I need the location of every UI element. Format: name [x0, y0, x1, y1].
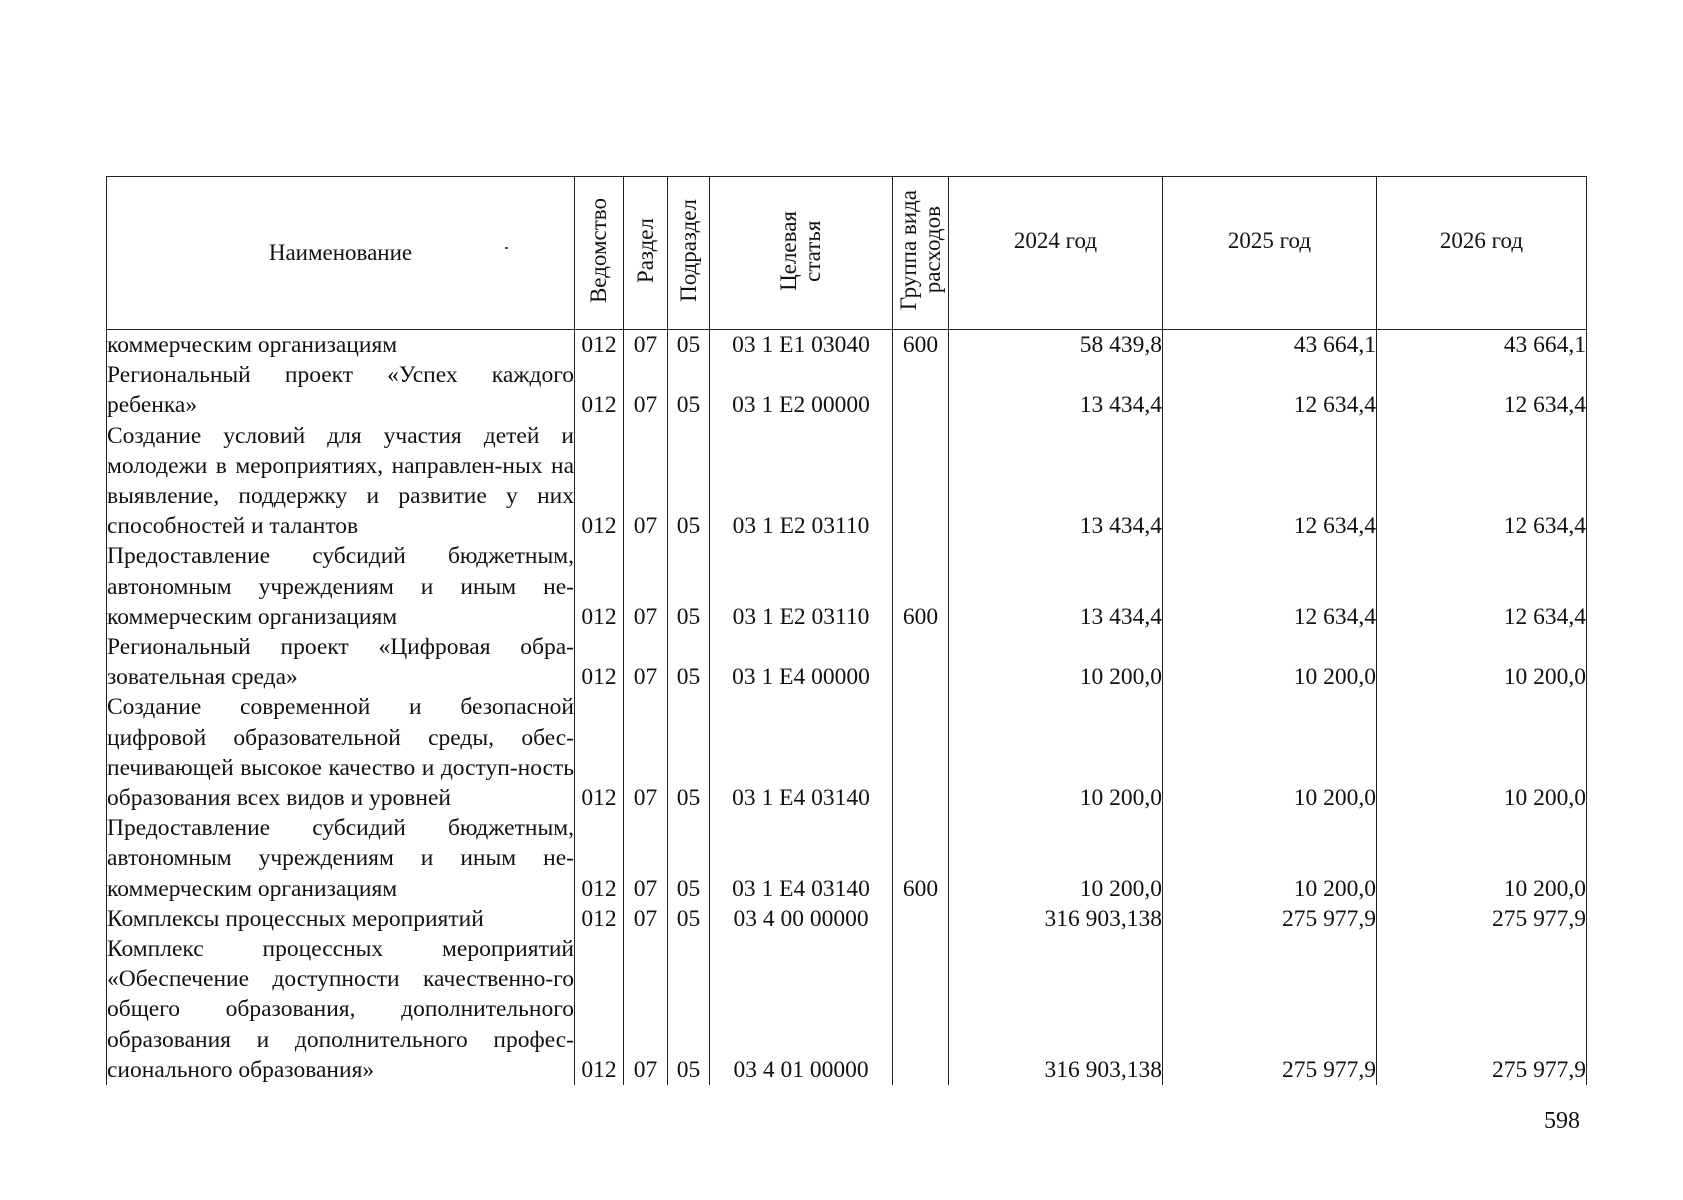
cell-vedomstvo: 012: [575, 813, 624, 904]
cell-2026: 43 664,1: [1377, 330, 1587, 361]
cell-name: Создание современной и безопасной цифровой образовательной среды, обес-печивающей высокое качество и доступ-ность образования всех видов и уровней: [107, 692, 575, 813]
cell-gruppa-vida: 600: [893, 330, 949, 361]
table-row: [107, 360, 1587, 420]
table-body: [107, 330, 1587, 1086]
cell-name: коммерческим организациям: [107, 330, 575, 361]
cell-razdel: 07: [624, 904, 668, 934]
cell-vedomstvo: 012: [575, 421, 624, 542]
header-2025: 2025 год: [1163, 177, 1377, 330]
table-row: [107, 541, 1587, 632]
cell-2024: 10 200,0: [949, 632, 1163, 692]
cell-2025: 275 977,9: [1163, 934, 1377, 1085]
cell-gruppa-vida: 600: [893, 541, 949, 632]
cell-name: Предоставление субсидий бюджетным, автономным учреждениям и иным не-коммерческим организациям: [107, 813, 575, 904]
cell-razdel: 07: [624, 541, 668, 632]
header-2024: 2024 год: [949, 177, 1163, 330]
cell-2026: 10 200,0: [1377, 813, 1587, 904]
cell-2024: 316 903,138: [949, 934, 1163, 1085]
budget-table: [106, 176, 1587, 1085]
cell-2024: 58 439,8: [949, 330, 1163, 361]
cell-name: Региональный проект «Цифровая обра-зовательная среда»: [107, 632, 575, 692]
cell-celevaya-statya: 03 1 E4 03140: [710, 692, 893, 813]
cell-podrazdel: 05: [668, 421, 710, 542]
page-number: 598: [1544, 1108, 1580, 1134]
cell-2026: 275 977,9: [1377, 934, 1587, 1085]
cell-name: Комплексы процессных мероприятий: [107, 904, 575, 934]
cell-podrazdel: 05: [668, 813, 710, 904]
cell-2026: 12 634,4: [1377, 360, 1587, 420]
cell-podrazdel: 05: [668, 360, 710, 420]
cell-2026: 12 634,4: [1377, 421, 1587, 542]
cell-podrazdel: 05: [668, 632, 710, 692]
cell-gruppa-vida: [893, 692, 949, 813]
cell-gruppa-vida: [893, 421, 949, 542]
cell-name: Региональный проект «Успех каждого ребенка»: [107, 360, 575, 420]
cell-gruppa-vida: [893, 904, 949, 934]
table-row: [107, 904, 1587, 934]
table-row: [107, 632, 1587, 692]
cell-gruppa-vida: 600: [893, 813, 949, 904]
header-name: Наименование: [107, 177, 575, 330]
table-header: [107, 177, 1587, 330]
table-row: [107, 934, 1587, 1085]
cell-razdel: 07: [624, 360, 668, 420]
cell-podrazdel: 05: [668, 934, 710, 1085]
cell-razdel: 07: [624, 632, 668, 692]
cell-2024: 13 434,4: [949, 541, 1163, 632]
table-row: [107, 421, 1587, 542]
header-gruppa-vida-rashodov: Группа вида расходов: [893, 177, 949, 330]
header-razdel: Раздел: [624, 177, 668, 330]
cell-2024: 10 200,0: [949, 813, 1163, 904]
cell-2025: 275 977,9: [1163, 904, 1377, 934]
header-2026: 2026 год: [1377, 177, 1587, 330]
cell-2026: 10 200,0: [1377, 692, 1587, 813]
cell-2025: 12 634,4: [1163, 360, 1377, 420]
cell-2025: 12 634,4: [1163, 421, 1377, 542]
cell-vedomstvo: 012: [575, 360, 624, 420]
cell-vedomstvo: 012: [575, 330, 624, 361]
cell-name: Создание условий для участия детей и молодежи в мероприятиях, направлен-ных на выявление, поддержку и развитие у них способностей и талантов: [107, 421, 575, 542]
cell-celevaya-statya: 03 4 01 00000: [710, 934, 893, 1085]
cell-celevaya-statya: 03 4 00 00000: [710, 904, 893, 934]
cell-2025: 12 634,4: [1163, 541, 1377, 632]
table-row: [107, 692, 1587, 813]
cell-gruppa-vida: [893, 934, 949, 1085]
cell-razdel: 07: [624, 330, 668, 361]
cell-razdel: 07: [624, 934, 668, 1085]
cell-2025: 10 200,0: [1163, 632, 1377, 692]
cell-2025: 10 200,0: [1163, 813, 1377, 904]
cell-2024: 13 434,4: [949, 360, 1163, 420]
cell-gruppa-vida: [893, 632, 949, 692]
cell-2024: 316 903,138: [949, 904, 1163, 934]
cell-vedomstvo: 012: [575, 934, 624, 1085]
cell-vedomstvo: 012: [575, 541, 624, 632]
cell-celevaya-statya: 03 1 E2 03110: [710, 421, 893, 542]
cell-celevaya-statya: 03 1 E4 03140: [710, 813, 893, 904]
header-celevaya-statya: Целевая статья: [710, 177, 893, 330]
header-podrazdel: Подраздел: [668, 177, 710, 330]
cell-podrazdel: 05: [668, 330, 710, 361]
cell-razdel: 07: [624, 813, 668, 904]
cell-celevaya-statya: 03 1 E4 00000: [710, 632, 893, 692]
cell-2024: 13 434,4: [949, 421, 1163, 542]
cell-razdel: 07: [624, 421, 668, 542]
cell-razdel: 07: [624, 692, 668, 813]
header-vedomstvo: Ведомство: [575, 177, 624, 330]
cell-vedomstvo: 012: [575, 904, 624, 934]
table-row: [107, 330, 1587, 361]
cell-name: Комплекс процессных мероприятий «Обеспечение доступности качественно-го общего образования, дополнительного образования и дополнительного профес-сионального образования»: [107, 934, 575, 1085]
cell-podrazdel: 05: [668, 541, 710, 632]
cell-2026: 12 634,4: [1377, 541, 1587, 632]
cell-name: Предоставление субсидий бюджетным, автономным учреждениям и иным не-коммерческим организациям: [107, 541, 575, 632]
cell-celevaya-statya: 03 1 E1 03040: [710, 330, 893, 361]
cell-podrazdel: 05: [668, 904, 710, 934]
cell-celevaya-statya: 03 1 E2 03110: [710, 541, 893, 632]
cell-2026: 10 200,0: [1377, 632, 1587, 692]
cell-vedomstvo: 012: [575, 632, 624, 692]
table-row: [107, 813, 1587, 904]
header-row: [107, 177, 1587, 330]
cell-2026: 275 977,9: [1377, 904, 1587, 934]
cell-2025: 10 200,0: [1163, 692, 1377, 813]
cell-gruppa-vida: [893, 360, 949, 420]
cell-celevaya-statya: 03 1 E2 00000: [710, 360, 893, 420]
cell-2025: 43 664,1: [1163, 330, 1377, 361]
cell-vedomstvo: 012: [575, 692, 624, 813]
cell-2024: 10 200,0: [949, 692, 1163, 813]
cell-podrazdel: 05: [668, 692, 710, 813]
